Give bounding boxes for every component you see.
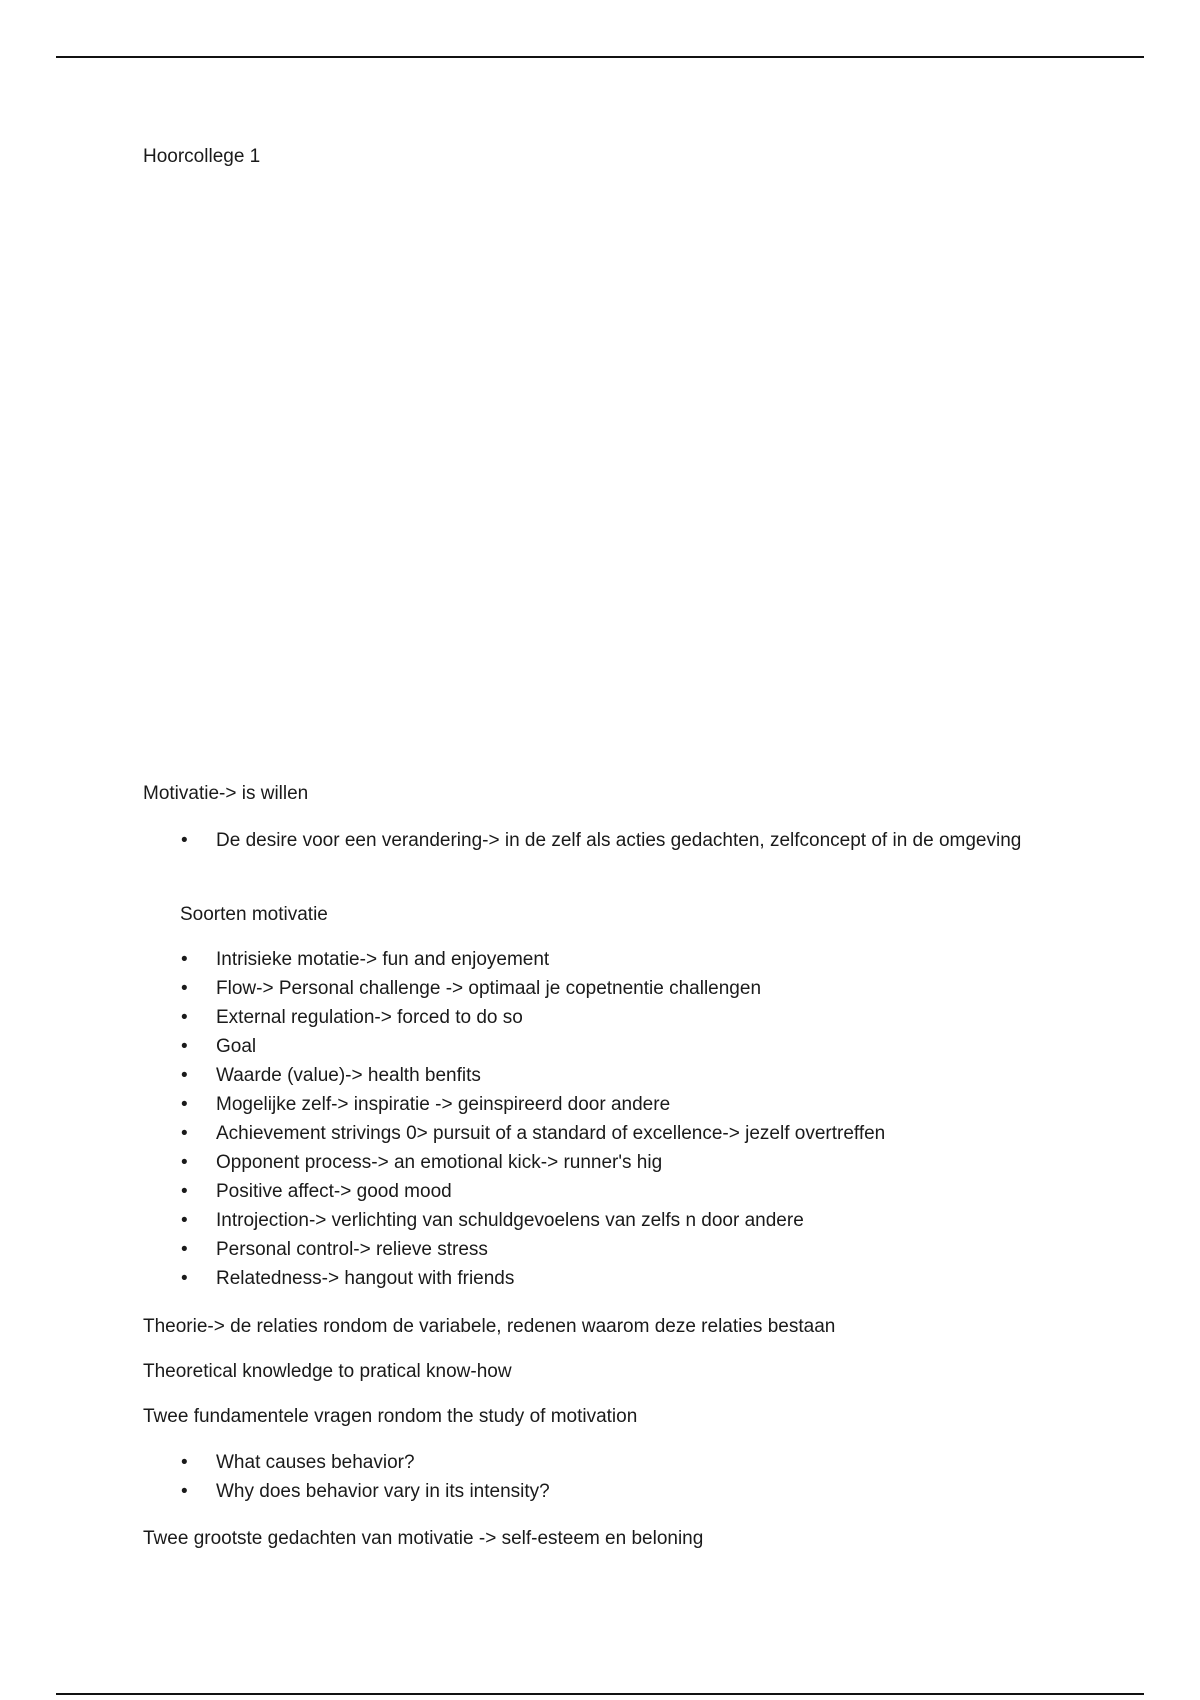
motivatie-bullet-list xyxy=(143,826,1046,855)
list-item: • Achievement strivings 0> pursuit of a standard of excellence-> jezelf overtreffen xyxy=(143,1119,1046,1148)
twee-gedachten-paragraph: Twee grootste gedachten van motivatie -> self-esteem en beloning xyxy=(143,1528,704,1549)
list-item: • Flow-> Personal challenge -> optimaal je copetnentie challengen xyxy=(143,974,1046,1003)
list-item: • External regulation-> forced to do so xyxy=(143,1003,1046,1032)
theoretical-paragraph: Theoretical knowledge to pratical know-how xyxy=(143,1361,512,1382)
list-item: • Opponent process-> an emotional kick-> runner's hig xyxy=(143,1148,1046,1177)
list-item: • De desire voor een verandering-> in de zelf als acties gedachten, zelfconcept of in de omgeving xyxy=(143,826,1046,855)
list-item: • Goal xyxy=(143,1032,1046,1061)
soorten-bullet-list xyxy=(143,945,1046,1293)
list-item: • Positive affect-> good mood xyxy=(143,1177,1046,1206)
list-item: • Intrisieke motatie-> fun and enjoyement xyxy=(143,945,1046,974)
list-item: • Waarde (value)-> health benfits xyxy=(143,1061,1046,1090)
vragen-bullet-list xyxy=(143,1448,1046,1506)
soorten-heading: Soorten motivatie xyxy=(180,904,328,925)
header-rule xyxy=(56,56,1144,58)
list-item: • Personal control-> relieve stress xyxy=(143,1235,1046,1264)
theorie-paragraph: Theorie-> de relaties rondom de variabele, redenen waarom deze relaties bestaan xyxy=(143,1316,836,1337)
list-item: • Relatedness-> hangout with friends xyxy=(143,1264,1046,1293)
list-item: • Mogelijke zelf-> inspiratie -> geinspireerd door andere xyxy=(143,1090,1046,1119)
motivatie-heading: Motivatie-> is willen xyxy=(143,783,309,804)
list-item: • What causes behavior? xyxy=(143,1448,1046,1477)
document-title: Hoorcollege 1 xyxy=(143,146,261,167)
twee-vragen-paragraph: Twee fundamentele vragen rondom the study of motivation xyxy=(143,1406,638,1427)
list-item: • Why does behavior vary in its intensity? xyxy=(143,1477,1046,1506)
list-item: • Introjection-> verlichting van schuldgevoelens van zelfs n door andere xyxy=(143,1206,1046,1235)
footer-rule xyxy=(56,1693,1144,1695)
